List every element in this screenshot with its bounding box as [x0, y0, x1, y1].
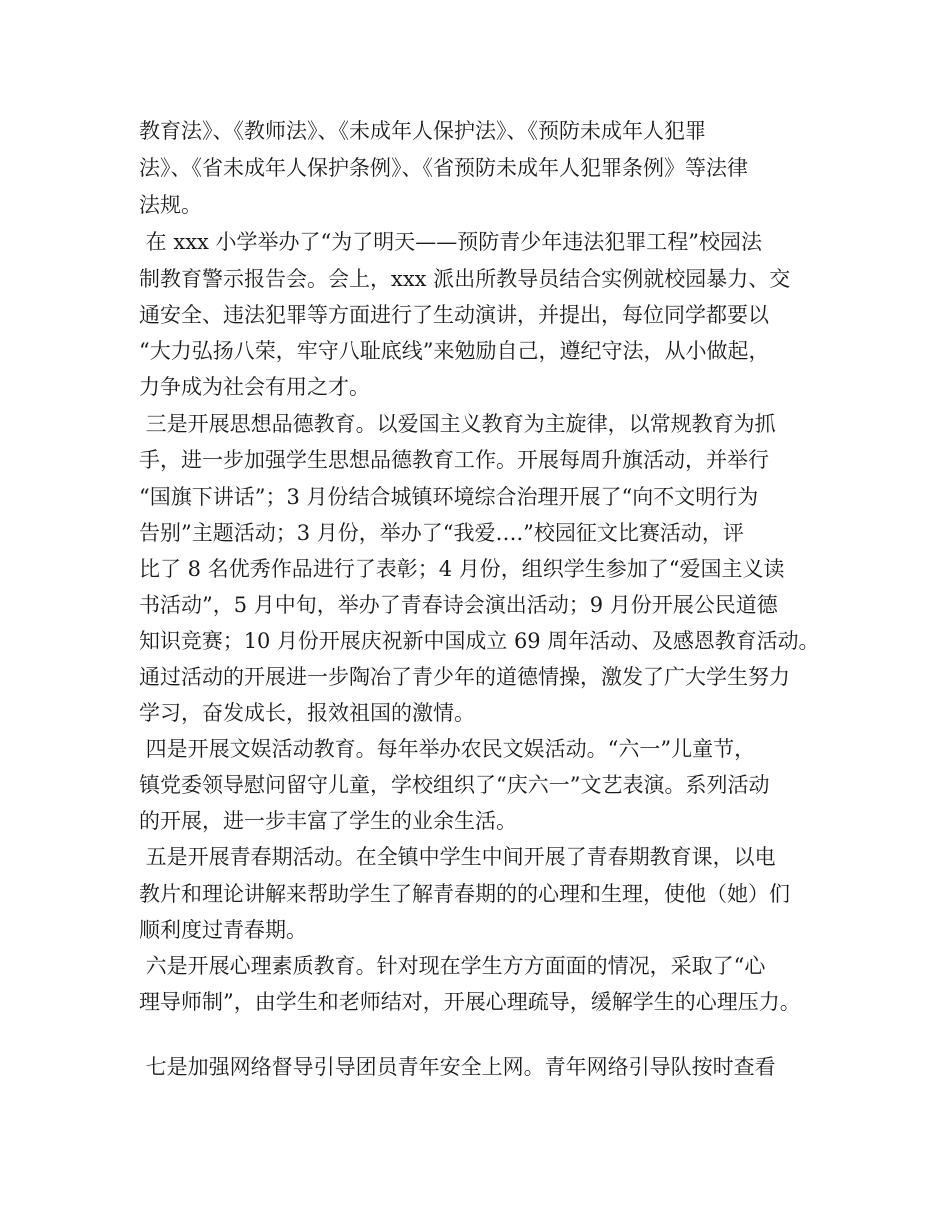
text-line: 教片和理论讲解来帮助学生了解青春期的的心理和生理，使他（她）们	[139, 882, 790, 906]
text-line: 五是开展青春期活动。在全镇中学生中间开展了青春期教育课，以电	[139, 845, 776, 869]
text-line: 通安全、违法犯罪等方面进行了生动演讲，并提出，每位同学都要以	[139, 303, 769, 327]
text-line: 理导师制”，由学生和老师结对，开展心理疏导，缓解学生的心理压力。	[139, 990, 801, 1014]
text-line: 法》、《省未成年人保护条例》、《省预防未成年人犯罪条例》等法律	[139, 156, 748, 180]
text-line: 比了 8 名优秀作品进行了表彰；4 月份，组织学生参加了“爱国主义读	[139, 557, 785, 581]
text-line: 七是加强网络督导引导团员青年安全上网。青年网络引导队按时查看	[139, 1055, 776, 1079]
text-line: 手，进一步加强学生思想品德教育工作。开展每周升旗活动，并举行	[139, 448, 769, 472]
text-line: 学习，奋发成长，报效祖国的激情。	[139, 701, 475, 725]
text-line: 力争成为社会有用之才。	[139, 375, 370, 399]
text-line: 六是开展心理素质教育。针对现在学生方方面面的情况，采取了“心	[139, 954, 766, 978]
text-line: 教育法》、《教师法》、《未成年人保护法》、《预防未成年人犯罪	[139, 119, 706, 143]
text-line: 三是开展思想品德教育。以爱国主义教育为主旋律，以常规教育为抓	[139, 412, 776, 436]
text-line: 在 xxx 小学举办了“为了明天——预防青少年违法犯罪工程”校园法	[139, 230, 763, 254]
text-line: 的开展，进一步丰富了学生的业余生活。	[139, 809, 517, 833]
text-line: “大力弘扬八荣，牢守八耻底线”来勉励自己，遵纪守法，从小做起，	[139, 339, 770, 363]
text-line: 法规。	[139, 193, 202, 217]
text-line: 制教育警示报告会。会上，xxx 派出所教导员结合实例就校园暴力、交	[139, 267, 791, 291]
text-line: 镇党委领导慰问留守儿童，学校组织了“庆六一”文艺表演。系列活动	[139, 773, 770, 797]
text-line: 知识竞赛；10 月份开展庆祝新中国成立 69 周年活动、及感恩教育活动。	[139, 629, 820, 653]
text-line: 书活动”，5 月中旬，举办了青春诗会演出活动；9 月份开展公民道德	[139, 593, 778, 617]
text-line: 顺利度过青春期。	[139, 918, 307, 942]
text-line: 通过活动的开展进一步陶冶了青少年的道德情操，激发了广大学生努力	[139, 665, 790, 689]
text-line: “国旗下讲话”；3 月份结合城镇环境综合治理开展了“向不文明行为	[139, 485, 759, 509]
text-line: 四是开展文娱活动教育。每年举办农民文娱活动。“六一”儿童节，	[139, 737, 756, 761]
text-line: 告别”主题活动；3 月份，举办了“我爱….”校园征文比赛活动，评	[139, 521, 744, 545]
